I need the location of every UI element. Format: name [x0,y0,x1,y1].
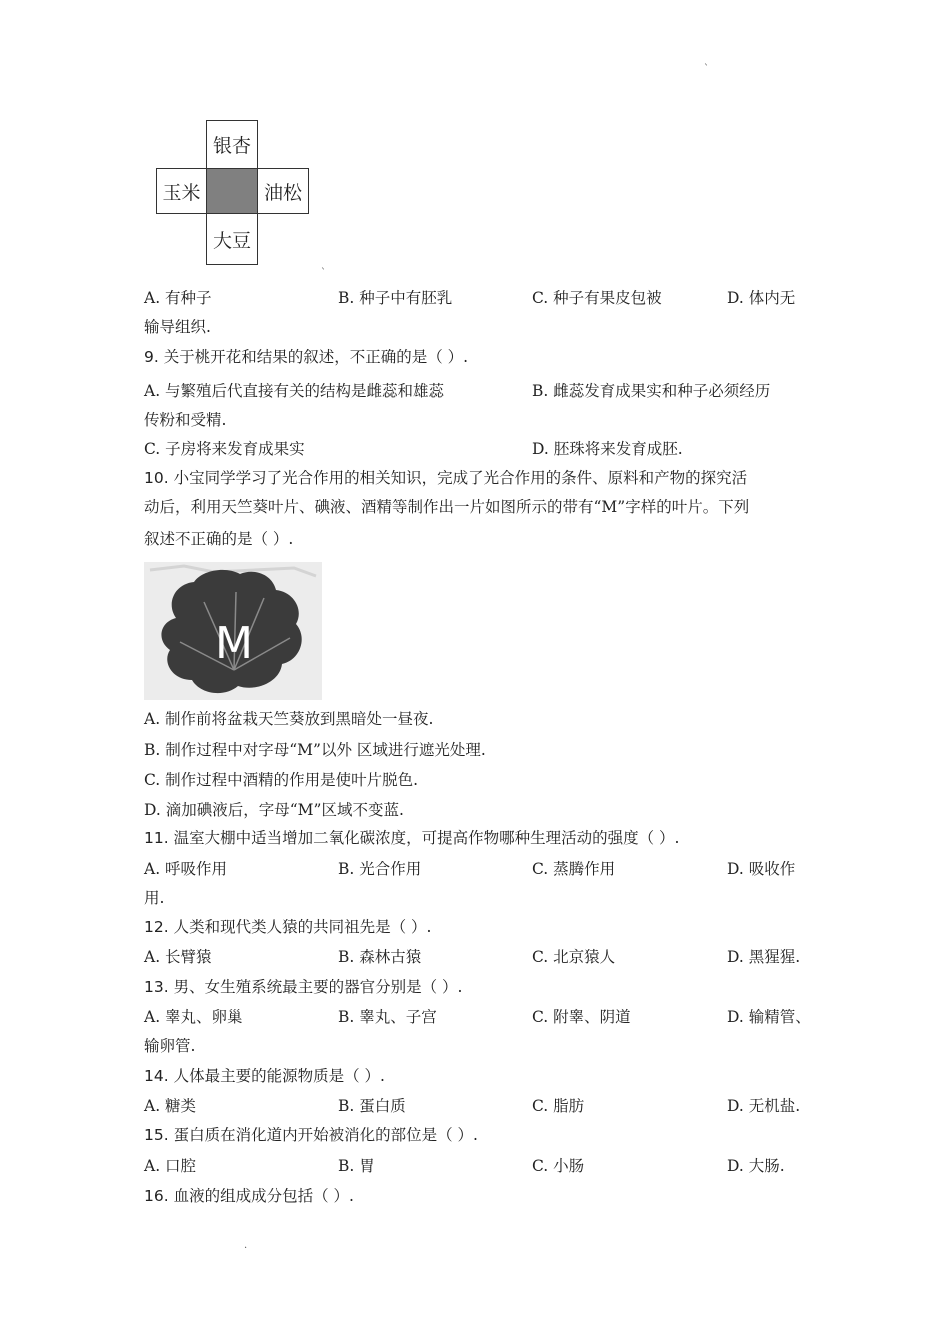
q9-number: 9. [144,348,159,366]
leaf-photo [144,562,322,700]
q15-option-a: A. 口腔 [144,1157,197,1175]
q13-option-b: B. 睾丸、子宫 [338,1008,437,1026]
q9-option-b: B. 雌蕊发育成果实和种子必须经历 [532,382,771,400]
q14-stem [144,1066,385,1086]
cross-left-cell: 玉米 [156,168,207,214]
q11-option-d: D. 吸收作 [727,860,796,878]
q10-stem-line2: 动后，利用天竺葵叶片、碘液、酒精等制作出一片如图所示的带有“M”字样的叶片。下列 [144,498,750,516]
q16-stem [144,1186,354,1206]
q12-option-a: A. 长臂猿 [144,948,212,966]
q13-stem [144,977,462,997]
q13-option-c: C. 附睾、阴道 [532,1008,631,1026]
q15-option-b: B. 胃 [338,1157,375,1175]
cross-bottom-cell: 大豆 [206,213,258,265]
q15-text: 蛋白质在消化道内开始被消化的部位是（ ）. [173,1126,478,1144]
q15-number: 15. [144,1126,169,1144]
q11-option-c: C. 蒸腾作用 [532,860,616,878]
leaf-illustration [144,562,322,700]
cross-top-cell: 银杏 [206,120,258,169]
q10-stem-line1 [144,468,747,488]
q10-option-d: D. 滴加碘液后，字母“M”区域不变蓝. [144,801,404,819]
q8-option-a: A. 有种子 [144,289,212,307]
q14-option-c: C. 脂肪 [532,1097,585,1115]
q13-number: 13. [144,978,169,996]
leaf-letter: M [215,618,253,669]
q10-option-c: C. 制作过程中酒精的作用是使叶片脱色. [144,771,419,789]
q11-stem [144,828,679,848]
q13-text: 男、女生殖系统最主要的器官分别是（ ）. [173,978,463,996]
q15-stem [144,1125,478,1145]
q9-option-c: C. 子房将来发育成果实 [144,440,305,458]
q12-stem [144,917,431,937]
q12-text: 人类和现代类人猿的共同祖先是（ ）. [173,918,432,936]
q8-option-c: C. 种子有果皮包被 [532,289,662,307]
q11-text: 温室大棚中适当增加二氧化碳浓度，可提高作物哪种生理活动的强度（ ）. [173,829,680,847]
q12-option-c: C. 北京猿人 [532,948,616,966]
q10-text-1: 小宝同学学习了光合作用的相关知识，完成了光合作用的条件、原料和产物的探究活 [173,469,748,487]
q11-option-b: B. 光合作用 [338,860,422,878]
q9-stem [144,347,468,367]
q12-number: 12. [144,918,169,936]
q15-option-c: C. 小肠 [532,1157,585,1175]
q13-option-a: A. 睾丸、卵巢 [144,1008,243,1026]
q16-text: 血液的组成成分包括（ ）. [173,1187,354,1205]
q8-option-d: D. 体内无 [727,289,796,307]
q8-option-b: B. 种子中有胚乳 [338,289,453,307]
stray-mark: ` [321,268,326,279]
q8-option-wrap: 输导组织. [144,318,211,336]
q12-option-d: D. 黑猩猩. [727,948,801,966]
q14-option-a: A. 糖类 [144,1097,197,1115]
q13-option-wrap: 输卵管. [144,1037,196,1055]
q9-text: 关于桃开花和结果的叙述，不正确的是（ ）. [163,348,469,366]
cross-center-cell [206,168,258,214]
q13-option-d: D. 输精管、 [727,1008,811,1026]
q10-number: 10. [144,469,169,487]
cross-right-cell: 油松 [257,168,309,214]
q10-stem-line3: 叙述不正确的是（ ）. [144,530,294,548]
q10-option-a: A. 制作前将盆栽天竺葵放到黑暗处一昼夜. [144,710,434,728]
q11-number: 11. [144,829,169,847]
q15-option-d: D. 大肠. [727,1157,785,1175]
q11-option-a: A. 呼吸作用 [144,860,228,878]
stray-mark: . [244,1240,248,1251]
q10-option-b: B. 制作过程中对字母“M”以外 区域进行遮光处理. [144,741,486,759]
q9-option-a: A. 与繁殖后代直接有关的结构是雌蕊和雄蕊 [144,382,445,400]
q14-text: 人体最主要的能源物质是（ ）. [173,1067,385,1085]
q14-option-b: B. 蛋白质 [338,1097,406,1115]
q14-number: 14. [144,1067,169,1085]
q9-option-d: D. 胚珠将来发育成胚. [532,440,683,458]
stray-mark: ` [704,64,709,75]
q14-option-d: D. 无机盐. [727,1097,801,1115]
q16-number: 16. [144,1187,169,1205]
q9-option-b-wrap: 传粉和受精. [144,411,227,429]
q12-option-b: B. 森林古猿 [338,948,422,966]
q11-option-wrap: 用. [144,889,165,907]
